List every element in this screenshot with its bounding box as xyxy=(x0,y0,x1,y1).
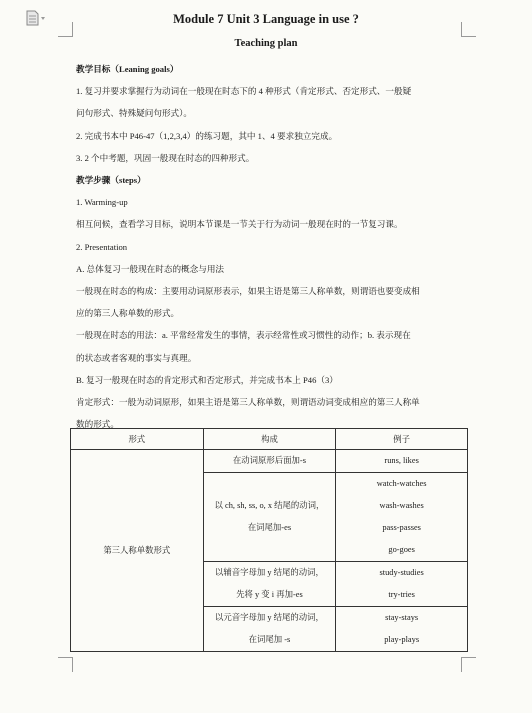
step-2-heading: 2. Presentation xyxy=(76,241,128,252)
example-text: go-goes xyxy=(388,545,415,554)
goal-item-2: 2. 完成书本中 P46-47（1,2,3,4）的练习题，其中 1、4 要求独立完成。 xyxy=(76,130,338,141)
verb-forms-table xyxy=(70,428,468,652)
rule-text: 在词尾加 -s xyxy=(248,635,291,644)
table-header-cell: 形式 xyxy=(71,429,204,450)
section-a-heading: A. 总体复习一般现在时态的概念与用法 xyxy=(76,263,225,274)
goals-heading: 教学目标（Leaning goals） xyxy=(76,64,179,74)
crop-mark-bottom-left xyxy=(58,657,73,672)
goal-item-1: 1. 复习并要求掌握行为动词在一般现在时态下的 4 种形式（肯定形式、否定形式、一般疑 xyxy=(76,86,412,97)
example-cell xyxy=(336,562,468,607)
document-body xyxy=(76,58,468,435)
example-text: runs, likes xyxy=(384,456,419,465)
example-text: try-tries xyxy=(388,590,415,599)
example-text: stay-stays xyxy=(385,613,419,622)
table-header-cell: 例子 xyxy=(336,429,468,450)
form-cell: 第三人称单数形式 xyxy=(71,450,204,652)
example-text: watch-watches xyxy=(376,479,427,488)
section-a-line: 应的第三人称单数的形式。 xyxy=(76,308,180,319)
goal-item-1-continued: 问句形式、特殊疑问句形式）。 xyxy=(76,108,193,119)
goal-item-3: 3. 2 个中考题，巩固一般现在时态的四种形式。 xyxy=(76,152,255,163)
section-a-line: 一般现在时态的构成：主要用动词原形表示，如果主语是第三人称单数，则谓语也要变成相 xyxy=(76,286,420,297)
example-cell xyxy=(336,473,468,562)
step-1-text: 相互问候，查看学习目标，说明本节课是一节关于行为动词一般现在时的一节复习课。 xyxy=(76,219,403,230)
section-b-line: 数的形式。 xyxy=(76,419,119,430)
example-cell xyxy=(336,607,468,652)
steps-heading: 教学步骤（steps） xyxy=(76,175,146,186)
example-text: play-plays xyxy=(384,635,420,644)
rule-cell xyxy=(203,607,336,652)
document-subtitle: Teaching plan xyxy=(234,38,298,49)
section-a-line: 的状态或者客观的事实与真理。 xyxy=(76,352,197,363)
example-text: wash-washes xyxy=(379,501,424,510)
section-a-line: 一般现在时态的用法：a. 平常经常发生的事情，表示经常性或习惯性的动作；b. 表示现在 xyxy=(76,330,411,341)
example-text: pass-passes xyxy=(382,523,421,532)
example-cell xyxy=(336,450,468,473)
table-header-row xyxy=(71,429,468,450)
table-header-cell: 构成 xyxy=(203,429,336,450)
example-text: study-studies xyxy=(379,568,424,577)
step-1-heading: 1. Warming-up xyxy=(76,197,128,208)
rule-text: 在词尾加-es xyxy=(247,523,292,532)
rule-text: 以 ch, sh, ss, o, x 结尾的动词， xyxy=(214,501,325,510)
rule-text: 在动词原形后面加-s xyxy=(232,456,306,465)
rule-cell xyxy=(203,450,336,473)
section-b-heading: B. 复习一般现在时态的肯定形式和否定形式，并完成书本上 P46（3） xyxy=(76,374,338,385)
table-row xyxy=(71,450,468,473)
crop-mark-bottom-right xyxy=(461,657,476,672)
document-title: Module 7 Unit 3 Language in use ? xyxy=(173,12,359,26)
rule-text: 以元音字母加 y 结尾的动词， xyxy=(215,613,324,622)
section-b-line: 肯定形式：一般为动词原形，如果主语是第三人称单数，则谓语动词变成相应的第三人称单 xyxy=(76,397,420,408)
rule-cell xyxy=(203,473,336,562)
rule-text: 先将 y 变 i 再加-es xyxy=(236,590,303,599)
rule-cell xyxy=(203,562,336,607)
rule-text: 以辅音字母加 y 结尾的动词， xyxy=(215,568,324,577)
